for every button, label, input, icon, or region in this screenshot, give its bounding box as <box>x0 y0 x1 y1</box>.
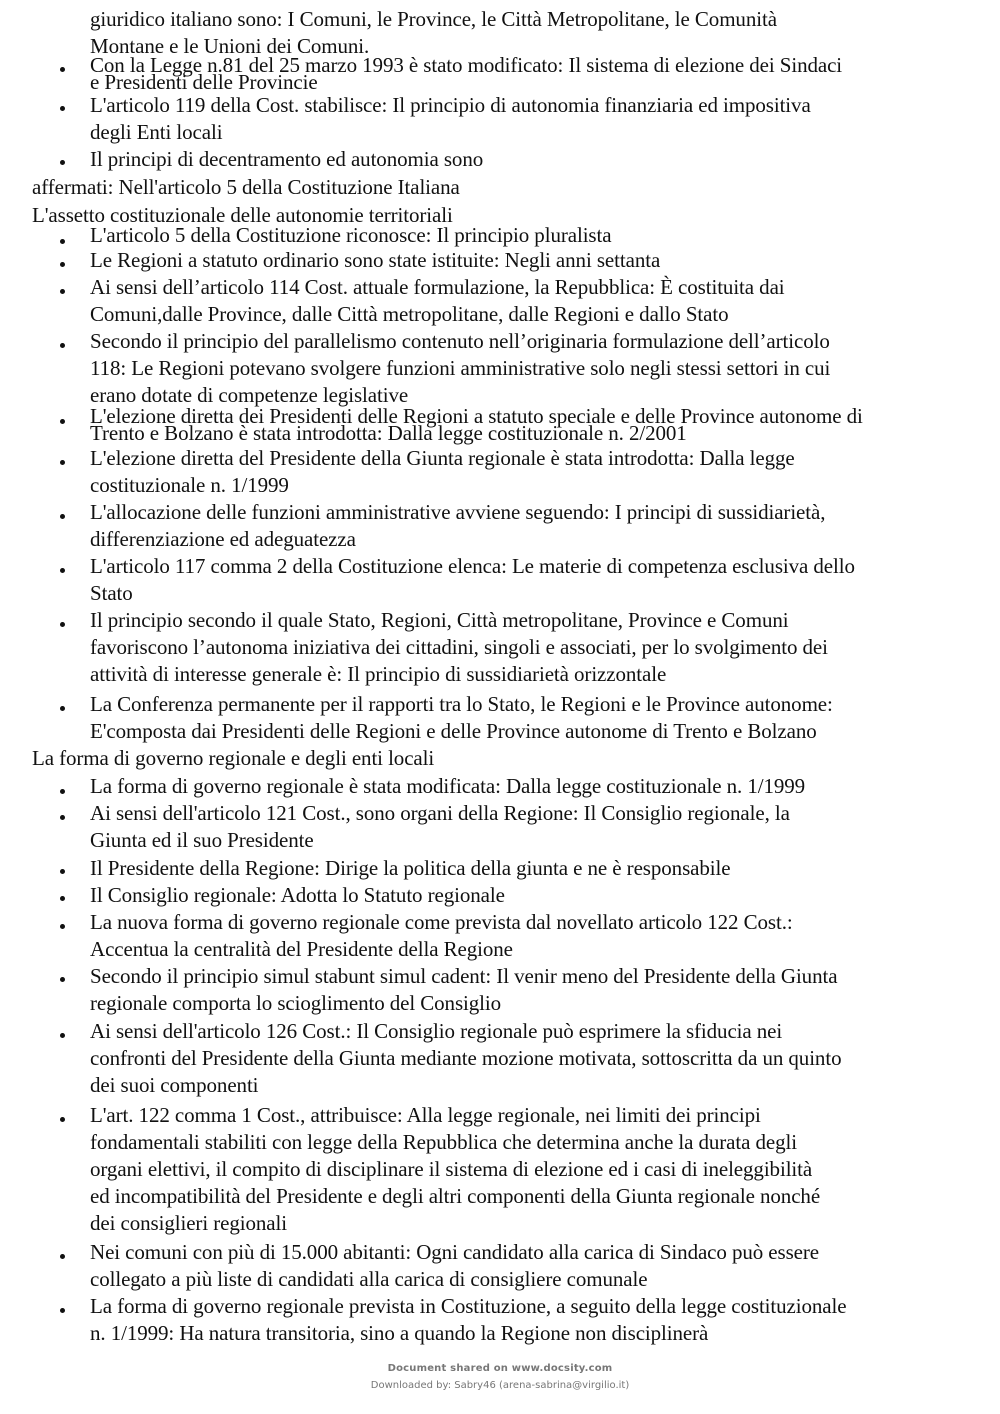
bullet-marker <box>60 289 65 294</box>
bullet-marker <box>60 514 65 519</box>
bullet-marker <box>60 815 65 820</box>
bullet-marker <box>60 622 65 627</box>
footer-shared-note[interactable]: Document shared on www.docsity.com <box>387 1363 613 1374</box>
text-line: n. 1/1999: Ha natura transitoria, sino a quando la Regione non disciplinerà <box>90 1321 709 1345</box>
bullet-marker <box>60 67 65 72</box>
bullet-marker <box>60 706 65 711</box>
text-line: costituzionale n. 1/1999 <box>90 473 289 497</box>
text-line: Secondo il principio simul stabunt simul cadent: Il venir meno del Presidente della Giunta <box>90 964 838 988</box>
text-line: Secondo il principio del parallelismo contenuto nell’originaria formulazione dell’articolo <box>90 329 830 353</box>
text-line: Stato <box>90 581 133 605</box>
bullet-marker <box>60 1117 65 1122</box>
text-line: Trento e Bolzano è stata introdotta: Dalla legge costituzionale n. 2/2001 <box>90 421 687 445</box>
text-line: collegato a più liste di candidati alla carica di consigliere comunale <box>90 1267 648 1291</box>
text-line: L'elezione diretta del Presidente della Giunta regionale è stata introdotta: Dalla legge <box>90 446 795 470</box>
bullet-marker <box>60 789 65 794</box>
bullet-marker <box>60 419 65 424</box>
text-line: La forma di governo regionale prevista in Costituzione, a seguito della legge costituzionale <box>90 1294 847 1318</box>
text-line: degli Enti locali <box>90 120 223 144</box>
text-line: organi elettivi, il compito di disciplinare il sistema di elezione ed i casi di ineleggibilità <box>90 1157 813 1181</box>
text-line: La forma di governo regionale è stata modificata: Dalla legge costituzionale n. 1/1999 <box>90 774 806 798</box>
bullet-marker <box>60 106 65 111</box>
bullet-marker <box>60 160 65 165</box>
text-line: La nuova forma di governo regionale come prevista dal novellato articolo 122 Cost.: <box>90 910 793 934</box>
bullet-marker <box>60 924 65 929</box>
section-heading: L'assetto costituzionale delle autonomie territoriali <box>32 203 453 227</box>
text-line: L'art. 122 comma 1 Cost., attribuisce: Alla legge regionale, nei limiti dei principi <box>90 1103 761 1127</box>
section-heading: La forma di governo regionale e degli enti locali <box>32 746 435 770</box>
text-line: Comuni,dalle Province, dalle Città metropolitane, dalle Regioni e dallo Stato <box>90 302 729 326</box>
text-line: dei consiglieri regionali <box>90 1211 287 1235</box>
bullet-marker <box>60 262 65 267</box>
text-line: Il principio secondo il quale Stato, Regioni, Città metropolitane, Province e Comuni <box>90 608 789 632</box>
text-line: Ai sensi dell'articolo 126 Cost.: Il Consiglio regionale può esprimere la sfiducia nei <box>90 1019 783 1043</box>
text-line: regionale comporta lo scioglimento del Consiglio <box>90 991 502 1015</box>
text-line: Nei comuni con più di 15.000 abitanti: Ogni candidato alla carica di Sindaco può essere <box>90 1240 820 1264</box>
text-line: Le Regioni a statuto ordinario sono state istituite: Negli anni settanta <box>90 248 661 272</box>
footer-download-note: Downloaded by: Sabry46 (arena-sabrina@virgilio.it) <box>370 1380 630 1391</box>
text-line: giuridico italiano sono: I Comuni, le Province, le Città Metropolitane, le Comunità <box>90 7 777 31</box>
text-line: Giunta ed il suo Presidente <box>90 828 314 852</box>
text-line: fondamentali stabiliti con legge della Repubblica che determina anche la durata degli <box>90 1130 797 1154</box>
text-line: ed incompatibilità del Presidente e degli altri componenti della Giunta regionale nonché <box>90 1184 821 1208</box>
text-line: 118: Le Regioni potevano svolgere funzioni amministrative solo negli stessi settori in cui <box>90 356 831 380</box>
text-line: Ai sensi dell’articolo 114 Cost. attuale formulazione, la Repubblica: È costituita dai <box>90 275 785 299</box>
text-line: Il Presidente della Regione: Dirige la politica della giunta e ne è responsabile <box>90 856 731 880</box>
bullet-marker <box>60 896 65 901</box>
text-line: L'elezione diretta dei Presidenti delle Regioni a statuto speciale e delle Province autonome di <box>90 404 863 428</box>
text-line: Accentua la centralità del Presidente della Regione <box>90 937 513 961</box>
text-line: dei suoi componenti <box>90 1073 259 1097</box>
bullet-marker <box>60 977 65 982</box>
text-line: Ai sensi dell'articolo 121 Cost., sono organi della Regione: Il Consiglio regionale, la <box>90 801 790 825</box>
text-line: L'articolo 117 comma 2 della Costituzione elenca: Le materie di competenza esclusiva dello <box>90 554 855 578</box>
text-line: Con la Legge n.81 del 25 marzo 1993 è stato modificato: Il sistema di elezione dei Sindaci <box>90 53 843 77</box>
text-line: affermati: Nell'articolo 5 della Costituzione Italiana <box>32 175 460 199</box>
text-line: L'articolo 5 della Costituzione riconosce: Il principio pluralista <box>90 223 612 247</box>
bullet-marker <box>60 869 65 874</box>
text-line: La Conferenza permanente per il rapporti tra lo Stato, le Regioni e le Province autonome: <box>90 692 833 716</box>
text-line: differenziazione ed adeguatezza <box>90 527 356 551</box>
text-line: Il Consiglio regionale: Adotta lo Statuto regionale <box>90 883 505 907</box>
bullet-marker <box>60 1033 65 1038</box>
bullet-marker <box>60 1308 65 1313</box>
text-line: Montane e le Unioni dei Comuni. <box>90 34 370 58</box>
text-line: erano dotate di competenze legislative <box>90 383 409 407</box>
bullet-marker <box>60 343 65 348</box>
text-line: L'allocazione delle funzioni amministrative avviene seguendo: I principi di sussidiarietà, <box>90 500 826 524</box>
text-line: favoriscono l’autonoma iniziativa dei cittadini, singoli e associati, per lo svolgimento dei <box>90 635 828 659</box>
bullet-marker <box>60 1254 65 1259</box>
text-line: confronti del Presidente della Giunta mediante mozione motivata, sottoscritta da un quinto <box>90 1046 842 1070</box>
text-line: L'articolo 119 della Cost. stabilisce: Il principio di autonomia finanziaria ed impositiva <box>90 93 811 117</box>
text-line: Il principi di decentramento ed autonomia sono <box>90 147 484 171</box>
text-line: e Presidenti delle Provincie <box>90 70 318 94</box>
bullet-marker <box>60 239 65 244</box>
bullet-marker <box>60 568 65 573</box>
text-line: E'composta dai Presidenti delle Regioni e delle Province autonome di Trento e Bolzano <box>90 719 817 743</box>
bullet-marker <box>60 460 65 465</box>
text-line: attività di interesse generale è: Il principio di sussidiarietà orizzontale <box>90 662 667 686</box>
